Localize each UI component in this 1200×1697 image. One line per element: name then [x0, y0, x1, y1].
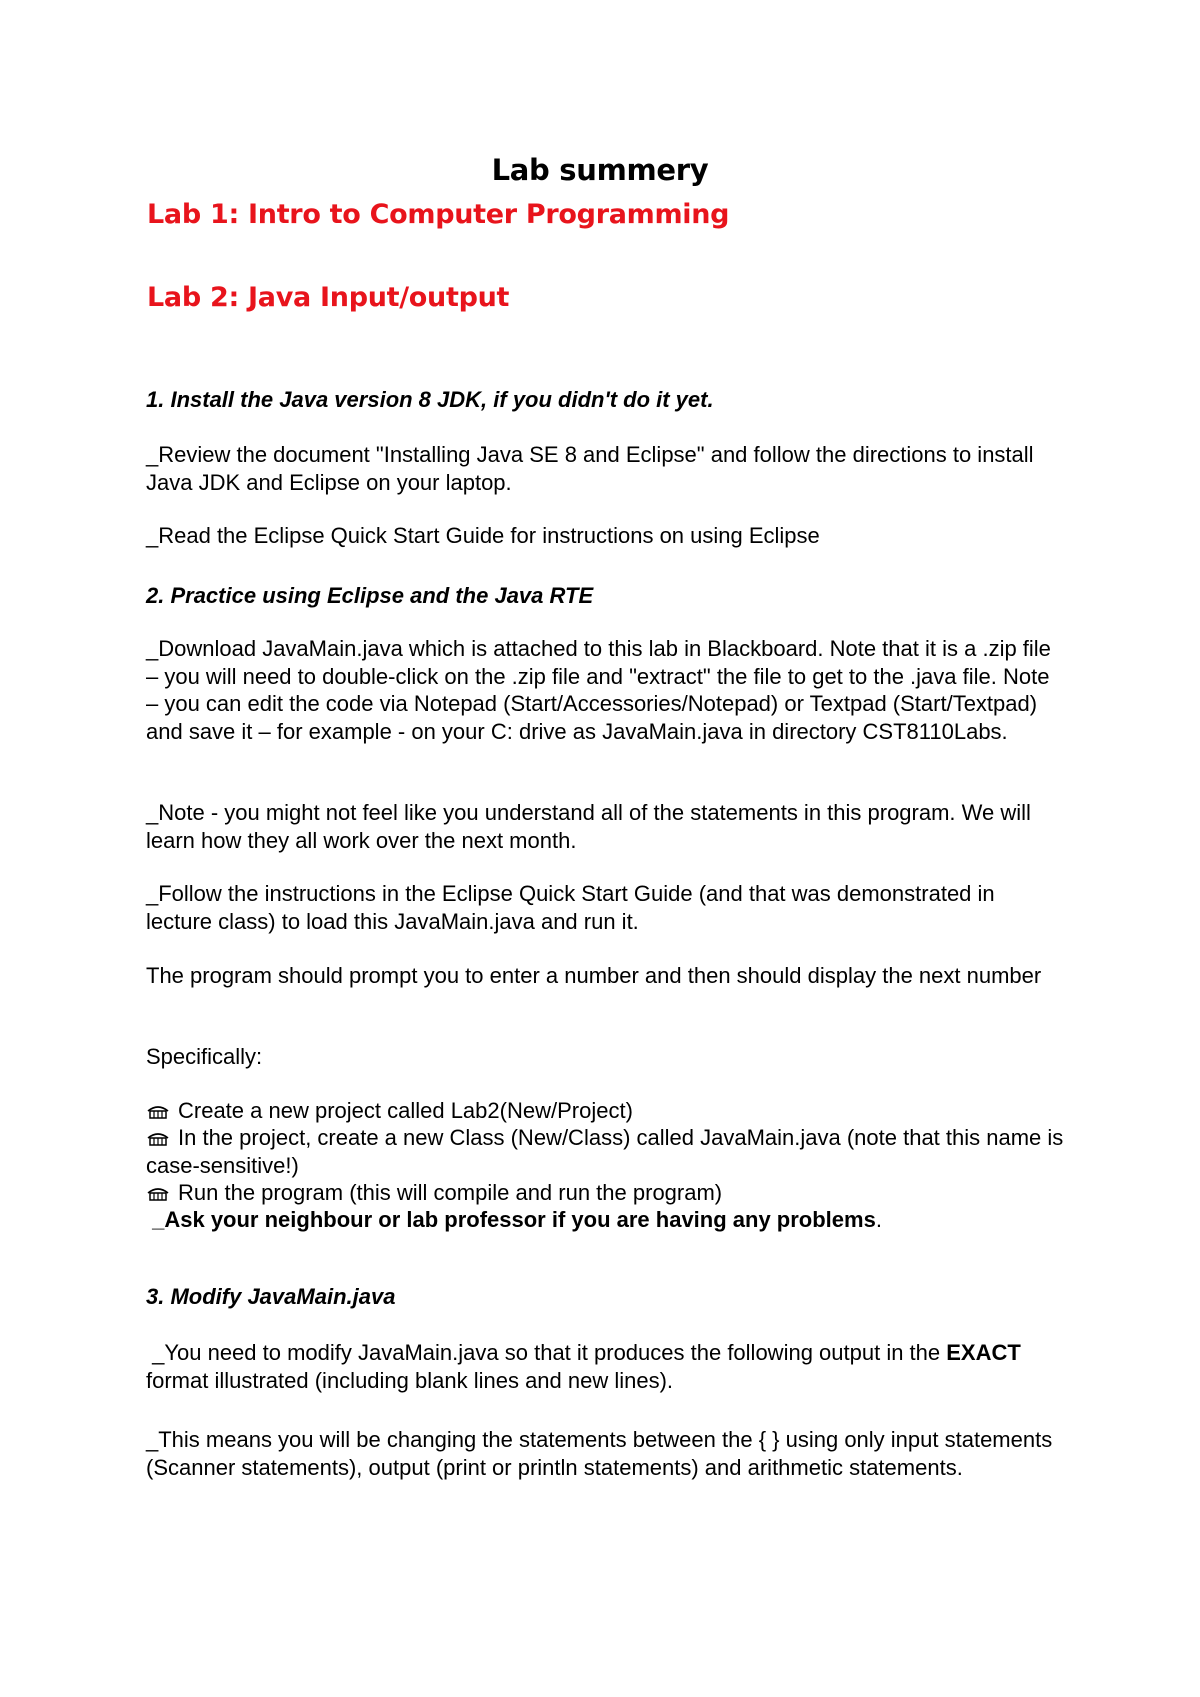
section3-heading: 3. Modify JavaMain.java — [146, 1284, 396, 1309]
bullet-text: In the project, create a new Class (New/Class) called JavaMain.java (note that this name is case-sensitive!) — [146, 1125, 1064, 1178]
lab2-heading: Lab 2: Java Input/output — [147, 282, 510, 313]
section2-paragraph-5: Specifically: — [146, 1044, 263, 1069]
document-title: Lab summery — [491, 153, 709, 187]
section1-paragraph-2: _Read the Eclipse Quick Start Guide for instructions on using Eclipse — [146, 523, 820, 548]
exact-emphasis: EXACT — [946, 1340, 1021, 1365]
bullet-item-2 — [146, 1124, 1066, 1179]
ask-for-help-line — [146, 1206, 1066, 1234]
section3-paragraph-2: _This means you will be changing the statements between the { } using only input statements (Scanner statements), output (print or println statements) and arithmetic statements. — [146, 1427, 1053, 1480]
ask-for-help-period: . — [875, 1207, 882, 1232]
section3-paragraph-1-end: format illustrated (including blank lines and new lines). — [146, 1367, 674, 1393]
section2-paragraph-2: _Note - you might not feel like you understand all of the statements in this program. We will learn how they all work over the next month. — [146, 800, 1031, 853]
section2-paragraph-4: The program should prompt you to enter a number and then should display the next number — [146, 963, 1042, 988]
section2-paragraph-1: _Download JavaMain.java which is attached to this lab in Blackboard. Note that it is a .zip file – you will need to double-click on the .zip file and "extract" the file to get to the .java file. Note – you can edit the code via Notepad (Start/Accessories/Notepad) or Textpad (Start/Textpad) and save it – for example - on your C: drive as JavaMain.java in directory CST8110Labs. — [146, 636, 1051, 744]
section3-paragraph-1-start: _You need to modify JavaMain.java so that it produces the following output in the — [146, 1340, 947, 1365]
lab1-heading: Lab 1: Intro to Computer Programming — [147, 199, 730, 230]
bullet-glyph-icon — [146, 1129, 170, 1147]
ask-for-help-text: _Ask your neighbour or lab professor if you are having any problems — [146, 1207, 876, 1232]
bullet-glyph-icon — [146, 1102, 170, 1120]
bullet-text: Create a new project called Lab2(New/Project) — [178, 1098, 633, 1123]
section1-heading: 1. Install the Java version 8 JDK, if you didn't do it yet. — [146, 387, 714, 412]
bullet-item-3 — [146, 1179, 1066, 1207]
bullet-text: Run the program (this will compile and run the program) — [178, 1180, 723, 1205]
bullet-item-1 — [146, 1097, 1066, 1125]
section2-heading: 2. Practice using Eclipse and the Java RTE — [146, 583, 594, 608]
bullet-glyph-icon — [146, 1184, 170, 1202]
section1-paragraph-1: _Review the document "Installing Java SE 8 and Eclipse" and follow the directions to install Java JDK and Eclipse on your laptop. — [146, 442, 1034, 495]
section2-paragraph-3: _Follow the instructions in the Eclipse Quick Start Guide (and that was demonstrated in lecture class) to load this JavaMain.java and run it. — [146, 881, 995, 934]
section3-paragraph-1 — [146, 1339, 1066, 1394]
